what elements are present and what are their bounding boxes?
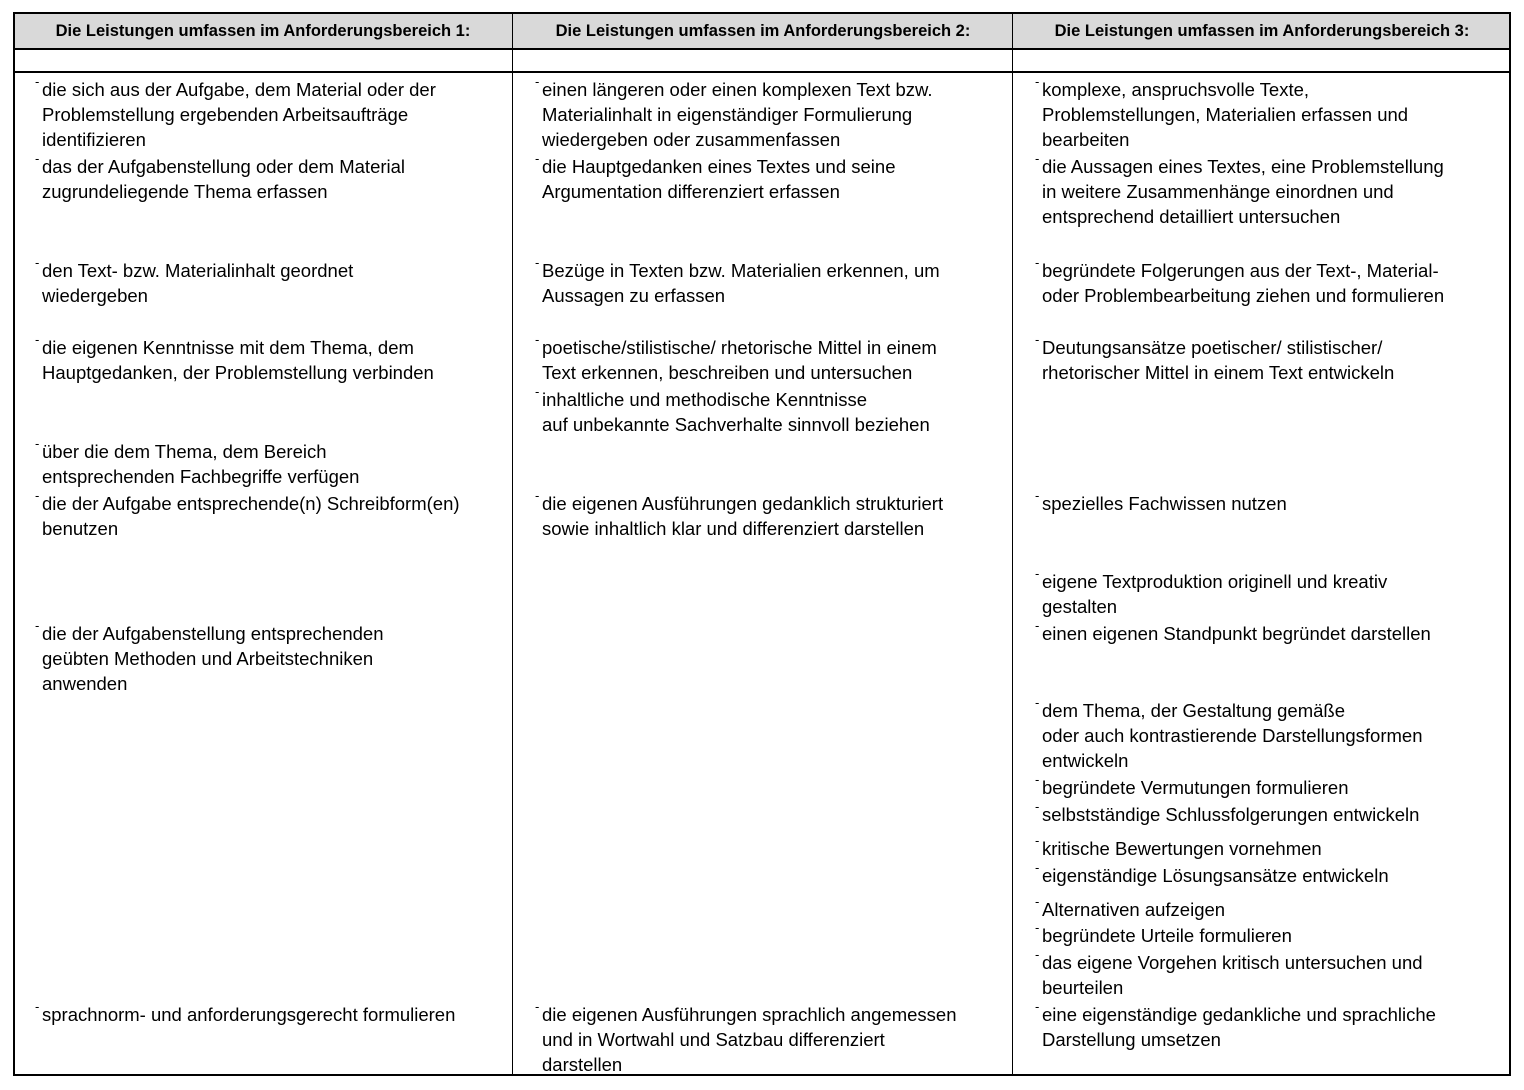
col2-item: - poetische/stilistische/ rhetorische Mittel in einem Text erkennen, beschreiben und untersuchen — [542, 335, 937, 385]
column-header-1: Die Leistungen umfassen im Anforderungsbereich 1: — [55, 21, 471, 40]
col1-item: - das der Aufgabenstellung oder dem Material zugrundeliegende Thema erfassen — [42, 154, 405, 204]
col3-item: - eigenständige Lösungsansätze entwickeln — [1042, 863, 1389, 888]
col3-item: - das eigene Vorgehen kritisch untersuchen und beurteilen — [1042, 950, 1423, 1000]
col3-item: - komplexe, anspruchsvolle Texte, Problemstellungen, Materialien erfassen und bearbeiten — [1042, 77, 1408, 152]
col2-item: - die eigenen Ausführungen gedanklich strukturiert sowie inhaltlich klar und differenziert darstellen — [542, 491, 943, 541]
col1-item: - die der Aufgabenstellung entsprechenden geübten Methoden und Arbeitstechniken anwenden — [42, 621, 384, 696]
col1-item: - die eigenen Kenntnisse mit dem Thema, dem Hauptgedanken, der Problemstellung verbinden — [42, 335, 434, 385]
col3-item: - einen eigenen Standpunkt begründet darstellen — [1042, 621, 1431, 646]
col2-item: - die eigenen Ausführungen sprachlich angemessen und in Wortwahl und Satzbau differenziert darstellen — [542, 1002, 957, 1077]
column-divider — [1012, 12, 1013, 1076]
column-header-3: Die Leistungen umfassen im Anforderungsbereich 3: — [1054, 21, 1470, 40]
col1-item: - sprachnorm- und anforderungsgerecht formulieren — [42, 1002, 455, 1027]
col2-item: - die Hauptgedanken eines Textes und seine Argumentation differenziert erfassen — [542, 154, 895, 204]
column-divider — [512, 12, 513, 1076]
col1-item: - den Text- bzw. Materialinhalt geordnet wiedergeben — [42, 258, 353, 308]
col3-item: - die Aussagen eines Textes, eine Problemstellung in weitere Zusammenhänge einordnen und entsprechend detailliert untersuchen — [1042, 154, 1444, 229]
col3-item: - dem Thema, der Gestaltung gemäße oder auch kontrastierende Darstellungsformen entwickeln — [1042, 698, 1423, 773]
col3-item: - spezielles Fachwissen nutzen — [1042, 491, 1287, 516]
col1-item: - über die dem Thema, dem Bereich entsprechenden Fachbegriffe verfügen — [42, 439, 359, 489]
col3-item: - begründete Urteile formulieren — [1042, 923, 1292, 948]
col2-item: - einen längeren oder einen komplexen Text bzw. Materialinhalt in eigenständiger Formulierung wiedergeben oder zusammenfassen — [542, 77, 932, 152]
col3-item: - eigene Textproduktion originell und kreativ gestalten — [1042, 569, 1387, 619]
col3-item: - eine eigenständige gedankliche und sprachliche Darstellung umsetzen — [1042, 1002, 1436, 1052]
col3-item: - selbstständige Schlussfolgerungen entwickeln — [1042, 802, 1419, 827]
col1-item: - die der Aufgabe entsprechende(n) Schreibform(en) benutzen — [42, 491, 460, 541]
col1-item: - die sich aus der Aufgabe, dem Material oder der Problemstellung ergebenden Arbeitsaufträge identifizieren — [42, 77, 436, 152]
col3-item: - begründete Folgerungen aus der Text-, Material- oder Problembearbeitung ziehen und formulieren — [1042, 258, 1444, 308]
col3-item: - Deutungsansätze poetischer/ stilistischer/ rhetorischer Mittel in einem Text entwickeln — [1042, 335, 1394, 385]
col3-item: - Alternativen aufzeigen — [1042, 897, 1225, 922]
col2-item: - inhaltliche und methodische Kenntnisse auf unbekannte Sachverhalte sinnvoll beziehen — [542, 387, 930, 437]
col2-item: - Bezüge in Texten bzw. Materialien erkennen, um Aussagen zu erfassen — [542, 258, 940, 308]
col3-item: - begründete Vermutungen formulieren — [1042, 775, 1348, 800]
column-header-2: Die Leistungen umfassen im Anforderungsbereich 2: — [555, 21, 971, 40]
col3-item: - kritische Bewertungen vornehmen — [1042, 836, 1322, 861]
